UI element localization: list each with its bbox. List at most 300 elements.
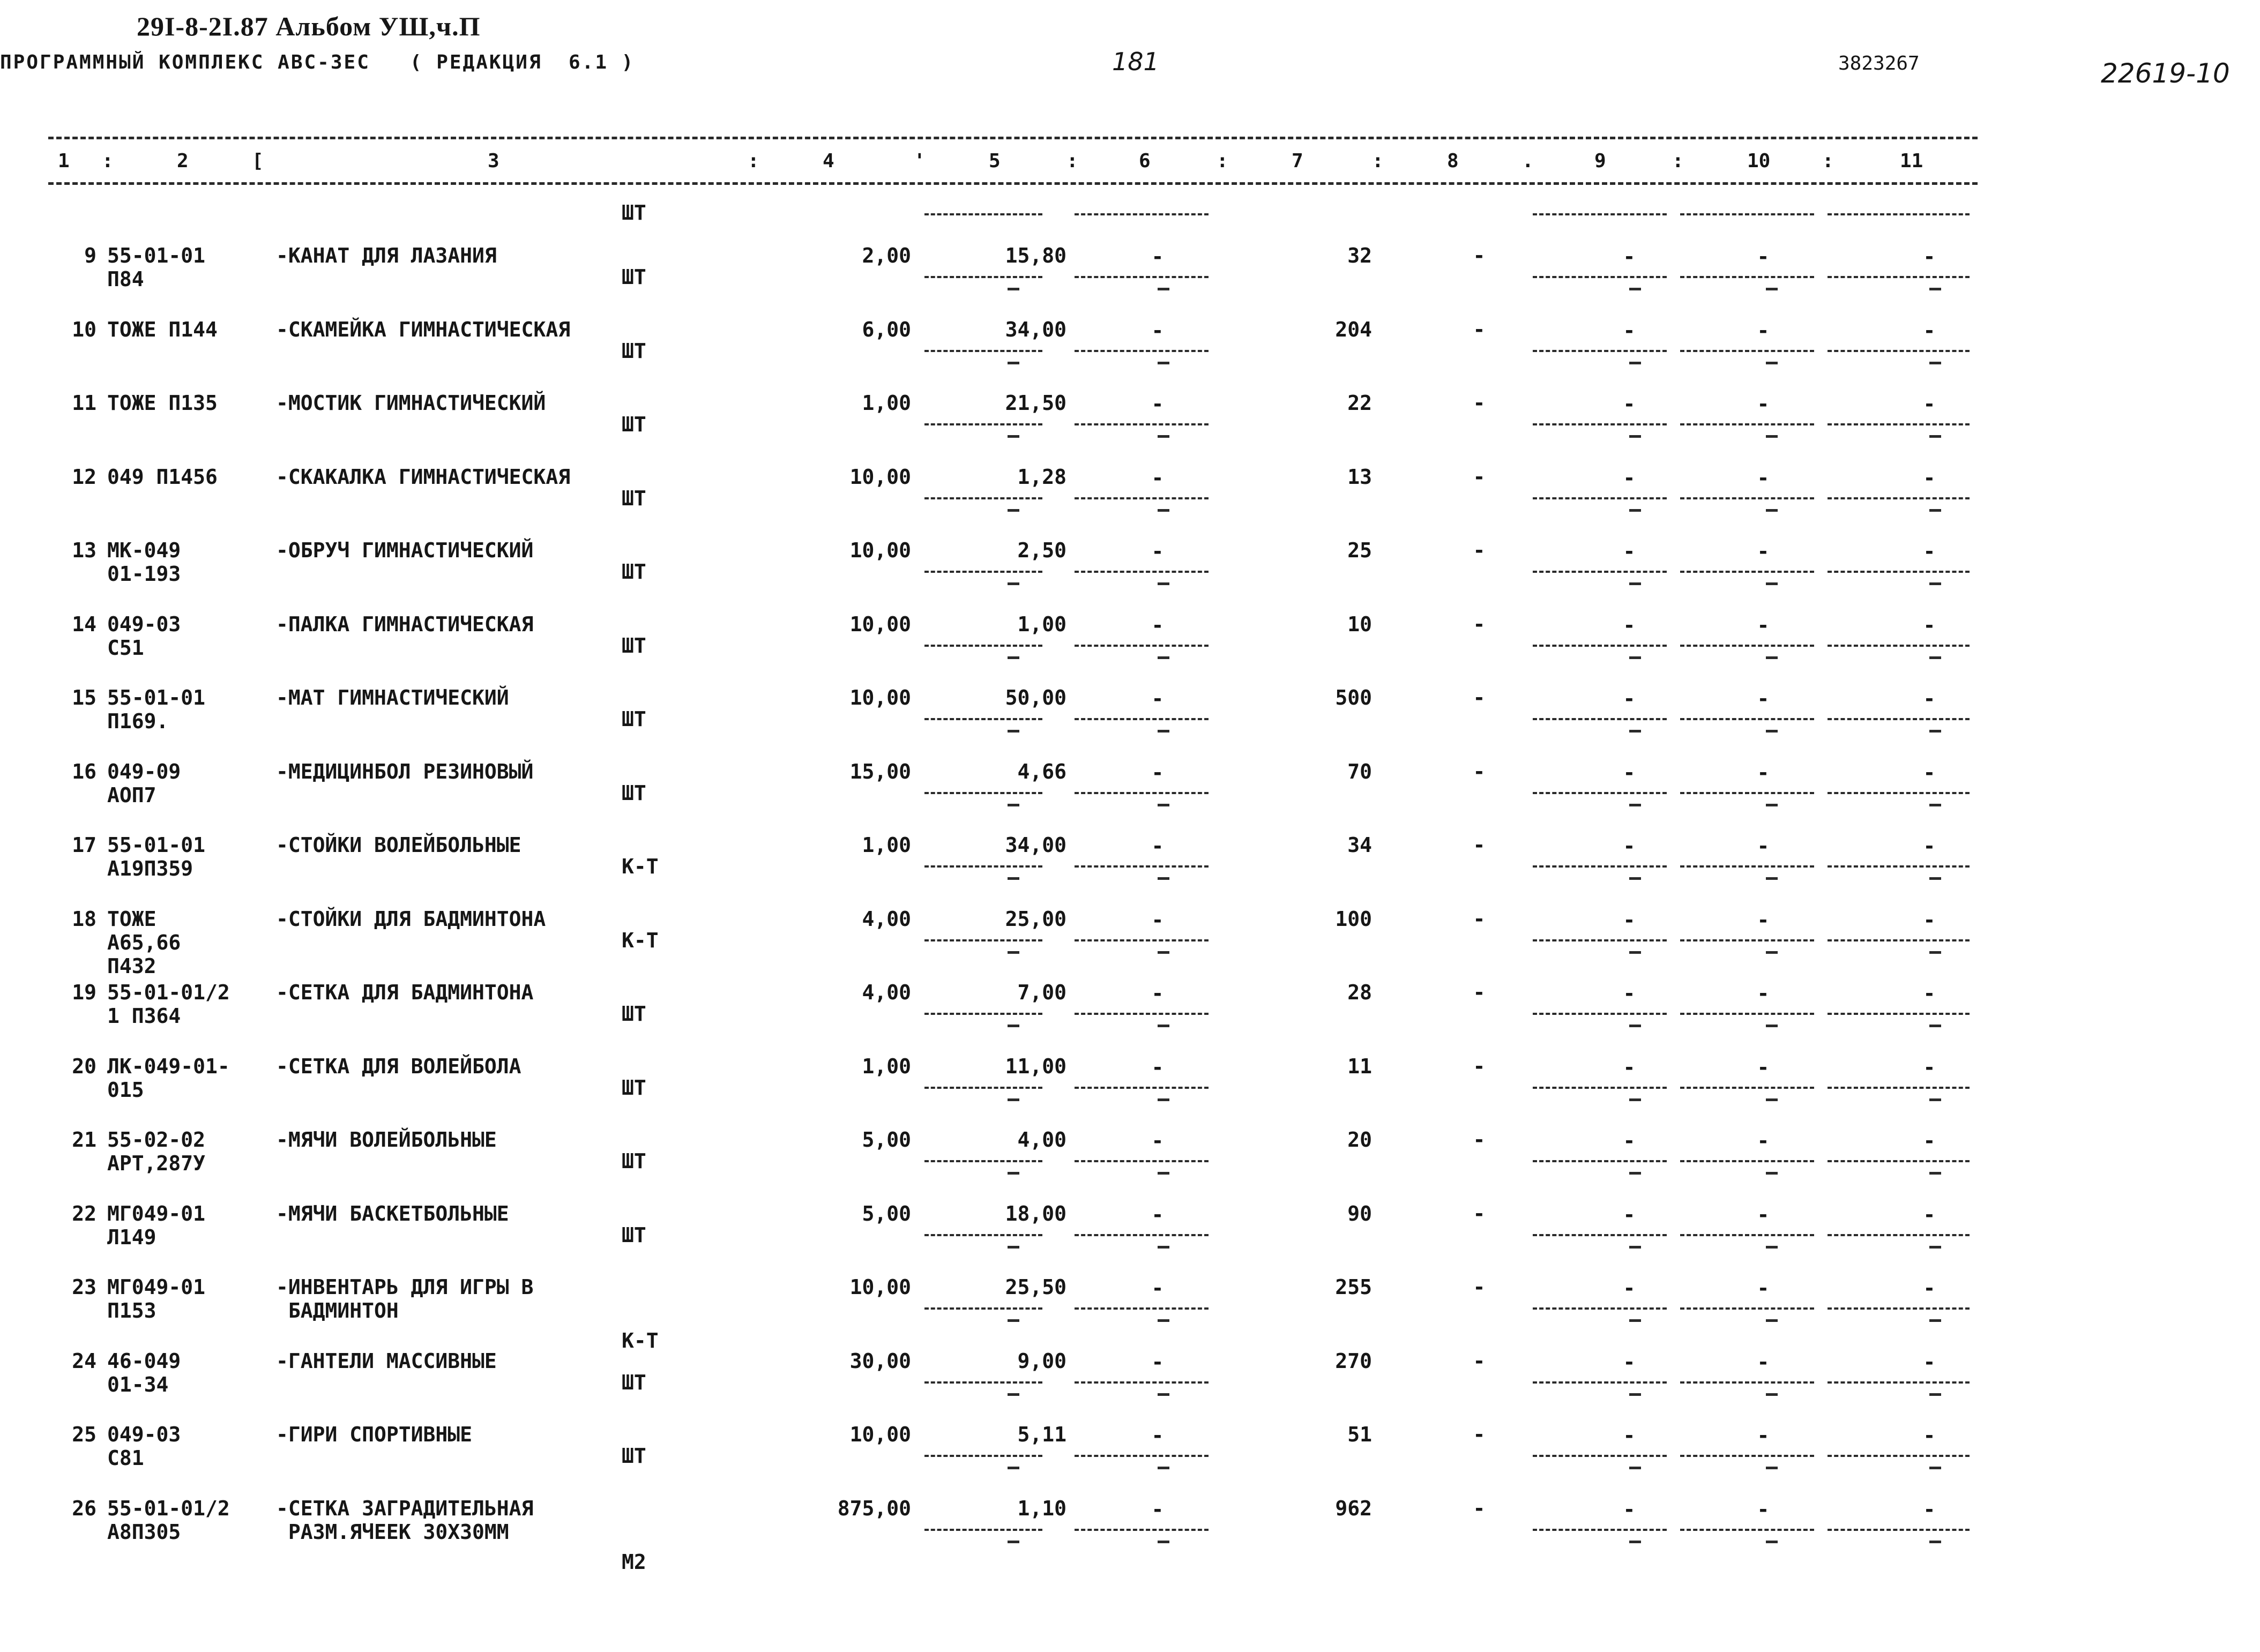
row-number: 12 [72,465,96,489]
row-col8: - [1473,1201,1486,1225]
dash-mark [1008,1541,1019,1543]
row-unit: ШТ [622,707,646,731]
row-code: 55-02-02 АРТ,287У [107,1128,206,1175]
row-col9: - [1623,540,1636,563]
dash-line [1828,792,1970,794]
row-quantity: 875,00 [837,1496,911,1520]
row-price: 1,10 [1017,1496,1066,1520]
dash-line [924,1087,1042,1089]
dash-mark [1158,288,1169,290]
dash-line [1075,718,1209,720]
row-col11: - [1923,1055,1936,1079]
row-col6: - [1151,1497,1164,1521]
row-col11: - [1923,1497,1936,1521]
dash-line [1075,571,1209,573]
row-quantity: 5,00 [862,1128,911,1152]
row-unit: ШТ [622,486,646,510]
row-col10: - [1757,392,1770,416]
col-header-6: 6 [1139,150,1151,172]
dash-mark [1629,435,1641,438]
row-price: 5,11 [1017,1423,1066,1446]
row-price: 21,50 [1005,391,1066,415]
row-col10: - [1757,245,1770,268]
dash-line [1075,1529,1209,1531]
row-col10: - [1757,1055,1770,1079]
dash-mark [1929,362,1941,364]
dash-mark [1158,1319,1169,1322]
row-unit: ШТ [622,1223,646,1247]
dash-mark [1158,730,1169,732]
dash-line [1533,1529,1667,1531]
row-quantity: 1,00 [862,391,911,415]
row-code: ТОЖЕ П144 [107,317,218,341]
dash-mark [1929,1541,1941,1543]
row-col9: - [1623,908,1636,932]
dash-line [924,645,1042,647]
row-col11: - [1923,466,1936,490]
dash-mark [1629,1098,1641,1101]
dash-line [1828,1013,1970,1015]
row-col8: - [1473,465,1486,489]
dash-line [1680,571,1814,573]
row-name: -СТОЙКИ ВОЛЕЙБОЛЬНЫЕ [276,833,521,857]
dash-mark [1766,509,1778,512]
dash-line [1075,939,1209,941]
dash-line [1680,1234,1814,1236]
row-quantity: 6,00 [862,317,911,341]
dash-mark [1629,1467,1641,1469]
row-name: -ГИРИ СПОРТИВНЫЕ [276,1423,473,1446]
row-col6: - [1151,466,1164,490]
row-code: 55-01-01/2 А8П305 [107,1496,230,1544]
row-col6: - [1151,392,1164,416]
dash-mark [1629,730,1641,732]
dash-line [1828,718,1970,720]
row-unit: ШТ [622,1002,646,1026]
row-price: 11,00 [1005,1054,1066,1078]
row-col11: - [1923,1350,1936,1374]
dash-mark [1629,1025,1641,1027]
row-col9: - [1623,687,1636,711]
col-header-11: 11 [1900,150,1923,172]
table-top-rule [48,137,1978,139]
row-col6: - [1151,1202,1164,1227]
row-unit: ШТ [622,1444,646,1468]
row-col8: - [1473,907,1486,931]
row-price: 50,00 [1005,686,1066,709]
row-price: 1,00 [1017,612,1066,636]
row-col6: - [1151,1055,1164,1079]
dash-mark [1766,435,1778,438]
row-price: 4,00 [1017,1128,1066,1152]
dash-line [1533,718,1667,720]
row-unit: М2 [622,1550,646,1574]
row-total: 500 [1335,686,1372,709]
dash-mark [1929,1393,1941,1396]
dash-line [1680,645,1814,647]
row-total: 70 [1347,759,1372,783]
row-number: 17 [72,833,96,857]
row-unit: ШТ [622,1075,646,1100]
col-header-9: 9 [1594,150,1606,172]
page-number: 181 [1112,47,1159,76]
row-col10: - [1757,318,1770,342]
row-col10: - [1757,613,1770,637]
table-row [0,465,2260,539]
dash-line [1680,1307,1814,1310]
dash-mark [1008,1319,1019,1322]
dash-line [924,276,1042,278]
col-separator: : [1372,150,1384,172]
dash-line [1828,497,1970,499]
dash-mark [1766,582,1778,585]
dash-line [1533,645,1667,647]
dash-line [1533,571,1667,573]
row-col10: - [1757,1497,1770,1521]
row-col10: - [1757,687,1770,711]
dash-line [1075,1455,1209,1457]
row-name: -МЯЧИ ВОЛЕЙБОЛЬНЫЕ [276,1128,497,1152]
row-code: 049-03 С81 [107,1423,181,1470]
row-code: 55-01-01 А19П359 [107,833,206,880]
dash-mark [1929,730,1941,732]
row-name: -МЯЧИ БАСКЕТБОЛЬНЫЕ [276,1201,509,1225]
dash-line [1680,1455,1814,1457]
dash-line [1680,276,1814,278]
row-col9: - [1623,1276,1636,1300]
dash-line [1075,423,1209,425]
row-code: ТОЖЕ А65,66 П432 [107,907,181,978]
dash-line [1075,792,1209,794]
row-col11: - [1923,908,1936,932]
dash-mark [1008,1393,1019,1396]
row-name: -СЕТКА ДЛЯ БАДМИНТОНА [276,981,534,1004]
table-row [0,1128,2260,1201]
col-separator: : [1217,150,1228,172]
dash-mark [1008,509,1019,512]
row-number: 9 [84,244,96,267]
dash-mark [1766,1172,1778,1175]
row-name: -ГАНТЕЛИ МАССИВНЫЕ [276,1349,497,1373]
dash-line [1828,571,1970,573]
row-col10: - [1757,1276,1770,1300]
table-row [0,907,2260,981]
row-name: -ПАЛКА ГИМНАСТИЧЕСКАЯ [276,612,534,636]
row-number: 20 [72,1054,96,1078]
row-total: 22 [1347,391,1372,415]
row-number: 22 [72,1201,96,1225]
dash-line [1828,939,1970,941]
table-row [0,686,2260,759]
table-row [0,244,2260,317]
row-name: -ИНВЕНТАРЬ ДЛЯ ИГРЫ В БАДМИНТОН [276,1275,534,1322]
row-col9: - [1623,1424,1636,1447]
dash-line [924,718,1042,720]
dash-mark [1929,656,1941,659]
dash-mark [1158,1098,1169,1101]
row-number: 11 [72,391,96,415]
row-col9: - [1623,760,1636,784]
row-col9: - [1623,613,1636,637]
row-quantity: 2,00 [862,244,911,267]
row-quantity: 10,00 [849,1275,911,1299]
dash-line [1533,792,1667,794]
dash-mark [1629,804,1641,806]
dash-line [1828,423,1970,425]
dash-mark [1766,1467,1778,1469]
dash-mark [1008,951,1019,954]
col-header-5: 5 [989,150,1001,172]
row-name: -СКАМЕЙКА ГИМНАСТИЧЕСКАЯ [276,317,571,341]
row-code: 55-01-01/2 1 П364 [107,981,230,1028]
dash-line [1828,1087,1970,1089]
row-total: 20 [1347,1128,1372,1152]
dash-line [1533,276,1667,278]
dash-line [1828,1529,1970,1531]
row-number: 10 [72,317,96,341]
dash-line [1533,1381,1667,1384]
row-col8: - [1473,1054,1486,1078]
dash-line [1680,423,1814,425]
dash-mark [1008,1025,1019,1027]
row-col8: - [1473,1423,1486,1446]
row-col10: - [1757,1424,1770,1447]
row-number: 15 [72,686,96,709]
dash-mark [1158,362,1169,364]
dash-line [1680,718,1814,720]
row-col8: - [1473,317,1486,341]
dash-line [1533,1013,1667,1015]
table-row [0,1055,2260,1128]
row-unit: ШТ [622,413,646,436]
row-number: 19 [72,981,96,1004]
dash-mark [1766,362,1778,364]
row-col8: - [1473,539,1486,562]
dash-line [1075,497,1209,499]
dash-mark [1008,1172,1019,1175]
dash-line [1533,1455,1667,1457]
dash-line [1533,1234,1667,1236]
row-col10: - [1757,760,1770,784]
dash-line [924,1307,1042,1310]
row-name: -МЕДИЦИНБОЛ РЕЗИНОВЫЙ [276,759,534,783]
row-number: 23 [72,1275,96,1299]
table-row [0,1349,2260,1423]
row-col6: - [1151,1424,1164,1447]
row-code: МК-049 01-193 [107,539,181,586]
dash-mark [1158,509,1169,512]
row-name: -СЕТКА ЗАГРАДИТЕЛЬНАЯ РАЗМ.ЯЧЕЕК 30Х30ММ [276,1496,534,1544]
dash-line [1680,213,1814,215]
dash-mark [1158,1025,1169,1027]
dash-line [1828,1160,1970,1162]
dash-line [924,423,1042,425]
row-code: 46-049 01-34 [107,1349,181,1396]
dash-line [924,865,1042,868]
dash-line [1075,1087,1209,1089]
dash-mark [1629,1319,1641,1322]
table-row [0,1202,2260,1275]
dash-mark [1929,435,1941,438]
row-col11: - [1923,1129,1936,1153]
row-quantity: 4,00 [862,981,911,1004]
dash-mark [1929,582,1941,585]
dash-line [1533,1307,1667,1310]
table-row [0,833,2260,907]
dash-mark [1629,1541,1641,1543]
col-separator: : [1822,150,1834,172]
dash-mark [1629,509,1641,512]
dash-line [1533,865,1667,868]
row-col11: - [1923,245,1936,268]
row-unit: ШТ [622,339,646,363]
row-col6: - [1151,1350,1164,1374]
dash-mark [1629,877,1641,880]
row-code: МГ049-01 Л149 [107,1201,206,1249]
row-total: 204 [1335,317,1372,341]
dash-mark [1008,877,1019,880]
row-name: -МОСТИК ГИМНАСТИЧЕСКИЙ [276,391,546,415]
dash-mark [1766,1025,1778,1027]
dash-line [1828,645,1970,647]
row-col11: - [1923,540,1936,563]
col-separator: : [1066,150,1078,172]
dash-mark [1766,1246,1778,1249]
col-separator: : [1672,150,1684,172]
table-row [0,539,2260,612]
dash-mark [1929,951,1941,954]
row-col10: - [1757,1129,1770,1153]
dash-mark [1929,1098,1941,1101]
dash-mark [1008,288,1019,290]
col-header-10: 10 [1747,150,1771,172]
row-unit: ШТ [622,1370,646,1394]
dash-mark [1158,1541,1169,1543]
dash-mark [1766,951,1778,954]
row-col11: - [1923,760,1936,784]
row-total: 28 [1347,981,1372,1004]
row-number: 14 [72,612,96,636]
row-name: -КАНАТ ДЛЯ ЛАЗАНИЯ [276,244,497,267]
dash-mark [1008,656,1019,659]
dash-line [1828,213,1970,215]
col-separator: ' [914,150,926,172]
row-price: 25,50 [1005,1275,1066,1299]
row-col8: - [1473,1275,1486,1299]
inventory-number: 22619-10 [2101,58,2230,89]
dash-mark [1158,1246,1169,1249]
row-col6: - [1151,982,1164,1005]
dash-mark [1629,362,1641,364]
dash-mark [1629,1246,1641,1249]
row-col9: - [1623,834,1636,858]
row-col10: - [1757,834,1770,858]
dash-line [924,1160,1042,1162]
dash-mark [1929,509,1941,512]
dash-mark [1766,730,1778,732]
row-quantity: 10,00 [849,686,911,709]
row-col10: - [1757,466,1770,490]
dash-mark [1766,656,1778,659]
row-total: 11 [1347,1054,1372,1078]
dash-line [1680,1529,1814,1531]
row-unit: К-Т [622,855,659,878]
row-quantity: 10,00 [849,612,911,636]
row-col10: - [1757,908,1770,932]
dash-line [1680,792,1814,794]
dash-line [1828,1307,1970,1310]
row-col9: - [1623,318,1636,342]
col-separator: [ [252,150,264,172]
dash-line [1680,350,1814,352]
row-col6: - [1151,318,1164,342]
dash-mark [1008,804,1019,806]
dash-line [1680,865,1814,868]
col-header-8: 8 [1447,150,1459,172]
dash-line [1075,645,1209,647]
table-header-rule [48,182,1978,185]
row-col9: - [1623,1202,1636,1227]
row-col8: - [1473,612,1486,636]
dash-mark [1629,288,1641,290]
row-total: 51 [1347,1423,1372,1446]
row-col8: - [1473,391,1486,415]
dash-line [924,350,1042,352]
dash-mark [1929,1172,1941,1175]
row-price: 1,28 [1017,465,1066,489]
row-price: 7,00 [1017,981,1066,1004]
row-code: МГ049-01 П153 [107,1275,206,1322]
row-col6: - [1151,760,1164,784]
row-total: 25 [1347,539,1372,562]
dash-mark [1158,582,1169,585]
row-col9: - [1623,392,1636,416]
row-total: 100 [1335,907,1372,931]
row-col11: - [1923,318,1936,342]
dash-mark [1766,1319,1778,1322]
row-col11: - [1923,687,1936,711]
dash-mark [1929,1025,1941,1027]
dash-line [924,792,1042,794]
row-name: -МАТ ГИМНАСТИЧЕСКИЙ [276,686,509,709]
dash-mark [1929,1467,1941,1469]
row-col11: - [1923,1276,1936,1300]
dash-line [1075,276,1209,278]
dash-line [924,1234,1042,1236]
row-number: 18 [72,907,96,931]
dash-mark [1158,1467,1169,1469]
dash-line [1533,939,1667,941]
dash-line [1680,497,1814,499]
dash-line [1680,1087,1814,1089]
row-price: 9,00 [1017,1349,1066,1373]
row-unit: ШТ [622,1149,646,1173]
row-quantity: 30,00 [849,1349,911,1373]
row-col6: - [1151,1276,1164,1300]
row-col8: - [1473,759,1486,783]
row-price: 2,50 [1017,539,1066,562]
row-price: 18,00 [1005,1201,1066,1225]
dash-mark [1629,951,1641,954]
row-code: 049-03 С51 [107,612,181,660]
dash-line [1828,1381,1970,1384]
dash-mark [1158,435,1169,438]
row-col11: - [1923,1202,1936,1227]
dash-line [1533,1087,1667,1089]
row-col6: - [1151,834,1164,858]
top-unit: ШТ [622,201,646,225]
dash-mark [1629,1393,1641,1396]
